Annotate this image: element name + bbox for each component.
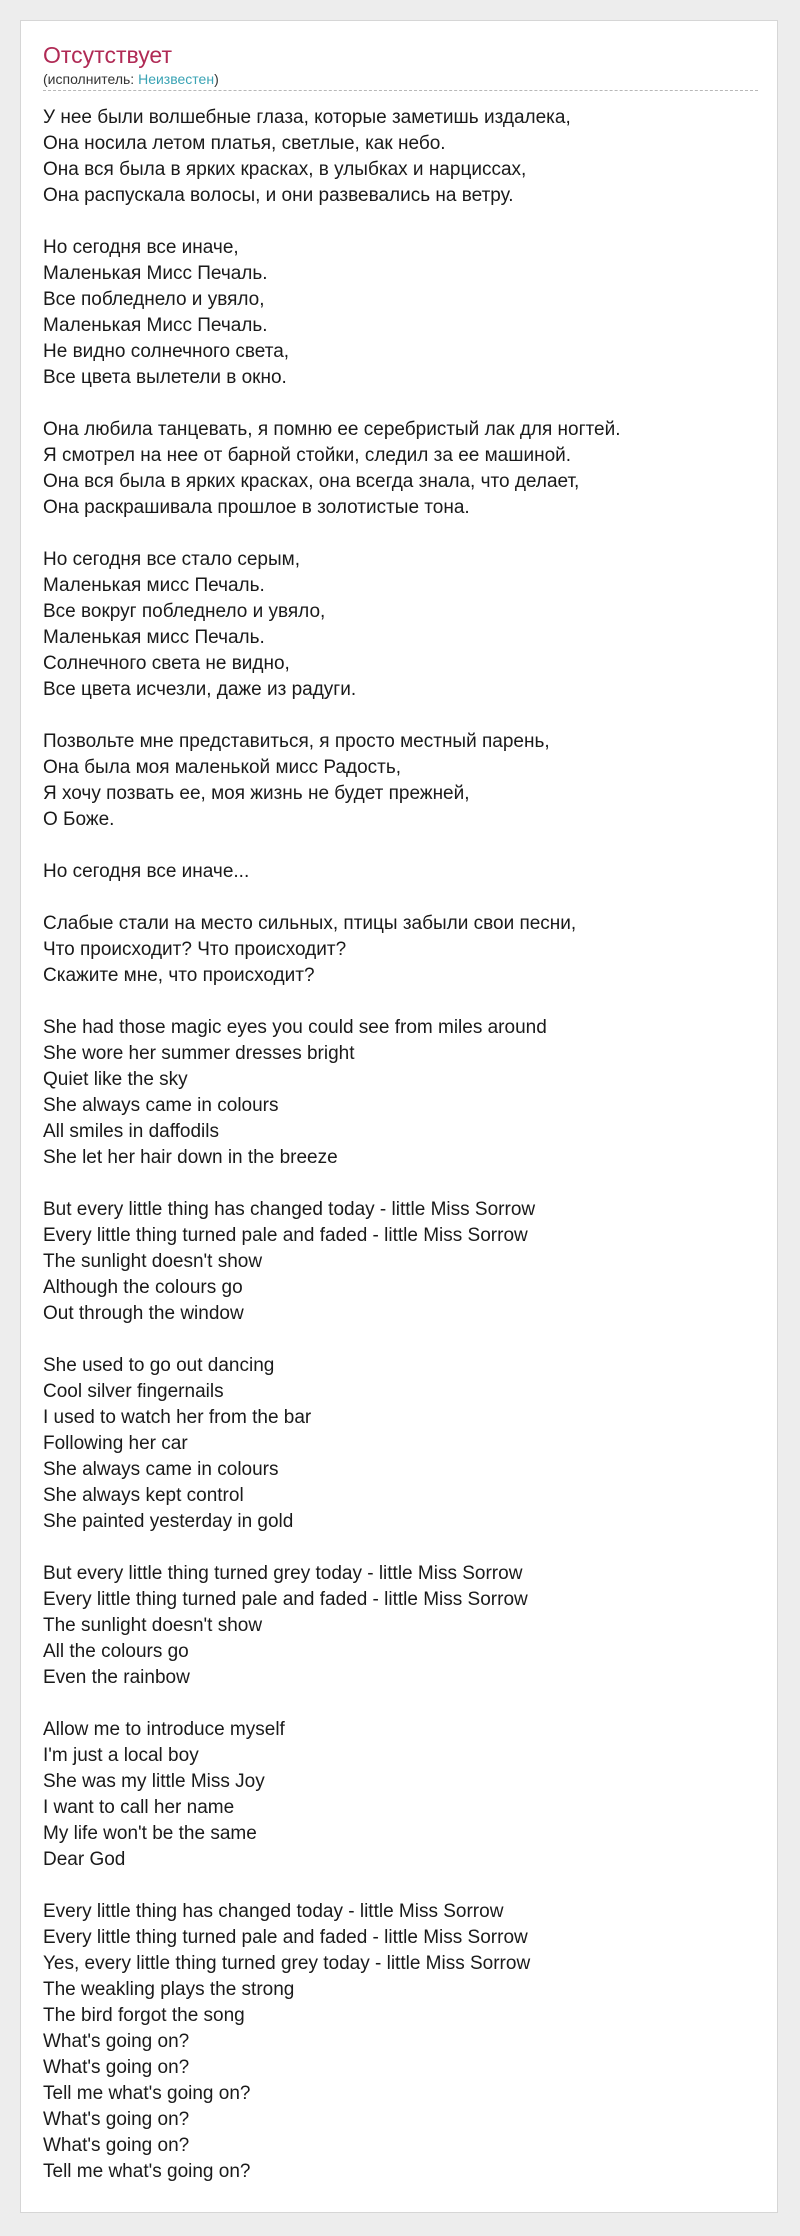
lyric-line: Every little thing turned pale and faded - little Miss Sorrow (43, 1225, 528, 1246)
lyric-line: Солнечного света не видно, (43, 653, 290, 674)
lyric-line: I want to call her name (43, 1797, 235, 1818)
lyric-line: Она раскрашивала прошлое в золотистые тона. (43, 497, 470, 518)
lyric-line: She used to go out dancing (43, 1355, 275, 1376)
lyric-line: She had those magic eyes you could see from miles around (43, 1017, 547, 1038)
song-title: Отсутствует (43, 42, 172, 68)
lyric-line: All the colours go (43, 1641, 189, 1662)
lyric-line: Она распускала волосы, и они развевались на ветру. (43, 185, 514, 206)
lyric-line: Не видно солнечного света, (43, 341, 290, 362)
lyric-line: Она вся была в ярких красках, в улыбках и нарциссах, (43, 159, 527, 180)
lyric-line: Маленькая мисс Печаль. (43, 575, 265, 596)
lyrics-stanza (43, 1717, 758, 1873)
lyric-line: Все цвета исчезли, даже из радуги. (43, 679, 357, 700)
lyric-line: Out through the window (43, 1303, 244, 1324)
lyric-line: Allow me to introduce myself (43, 1719, 285, 1740)
lyric-line: О Боже. (43, 809, 115, 830)
lyric-line: Позвольте мне представиться, я просто местный парень, (43, 731, 550, 752)
lyric-line: My life won't be the same (43, 1823, 257, 1844)
lyric-line: Following her car (43, 1433, 188, 1454)
lyrics-stanza (43, 859, 758, 885)
lyric-line: Все побледнело и увяло, (43, 289, 265, 310)
lyric-line: У нее были волшебные глаза, которые заметишь издалека, (43, 107, 571, 128)
lyric-line: Она была моя маленькой мисс Радость, (43, 757, 402, 778)
lyric-line: Я хочу позвать ее, моя жизнь не будет прежней, (43, 783, 470, 804)
lyric-line: Every little thing turned pale and faded - little Miss Sorrow (43, 1589, 528, 1610)
lyrics-stanza (43, 105, 758, 209)
lyric-line: Quiet like the sky (43, 1069, 188, 1090)
lyric-line: But every little thing has changed today - little Miss Sorrow (43, 1199, 536, 1220)
lyric-line: Скажите мне, что происходит? (43, 965, 315, 986)
lyrics-card (20, 20, 778, 2213)
lyric-line: She was my little Miss Joy (43, 1771, 265, 1792)
lyrics-stanza (43, 1197, 758, 1327)
lyric-line: Все вокруг побледнело и увяло, (43, 601, 326, 622)
lyrics-stanza (43, 417, 758, 521)
lyric-line: Маленькая Мисс Печаль. (43, 263, 268, 284)
lyric-line: The weakling plays the strong (43, 1979, 295, 2000)
lyric-line: Что происходит? Что происходит? (43, 939, 347, 960)
lyric-line: Although the colours go (43, 1277, 243, 1298)
lyric-line: Она вся была в ярких красках, она всегда знала, что делает, (43, 471, 580, 492)
lyric-line: I used to watch her from the bar (43, 1407, 312, 1428)
lyrics-stanza (43, 235, 758, 391)
lyrics-body (43, 105, 758, 2211)
lyrics-stanza (43, 1015, 758, 1171)
lyric-line: She always came in colours (43, 1459, 279, 1480)
lyric-line: Но сегодня все иначе, (43, 237, 239, 258)
lyric-line: She wore her summer dresses bright (43, 1043, 355, 1064)
lyrics-stanza (43, 1899, 758, 2185)
lyric-line: Even the rainbow (43, 1667, 190, 1688)
lyric-line: Tell me what's going on? (43, 2083, 251, 2104)
lyric-line: Маленькая мисс Печаль. (43, 627, 265, 648)
lyric-line: Она любила танцевать, я помню ее серебристый лак для ногтей. (43, 419, 621, 440)
lyric-line: The sunlight doesn't show (43, 1615, 263, 1636)
lyric-line: What's going on? (43, 2135, 190, 2156)
lyrics-stanza (43, 1561, 758, 1691)
lyrics-stanza (43, 1353, 758, 1535)
lyric-line: She let her hair down in the breeze (43, 1147, 338, 1168)
lyric-line: Но сегодня все иначе... (43, 861, 250, 882)
lyric-line: The bird forgot the song (43, 2005, 245, 2026)
lyric-line: What's going on? (43, 2031, 190, 2052)
lyric-line: I'm just a local boy (43, 1745, 199, 1766)
lyric-line: Every little thing turned pale and faded - little Miss Sorrow (43, 1927, 528, 1948)
lyric-line: Слабые стали на место сильных, птицы забыли свои песни, (43, 913, 577, 934)
lyric-line: Tell me what's going on? (43, 2161, 251, 2182)
lyrics-stanza (43, 547, 758, 703)
lyric-line: Она носила летом платья, светлые, как небо. (43, 133, 446, 154)
song-header (43, 41, 758, 91)
artist-suffix: ) (214, 71, 219, 87)
lyric-line: She always came in colours (43, 1095, 279, 1116)
artist-prefix: (исполнитель: (43, 71, 139, 87)
lyric-line: Но сегодня все стало серым, (43, 549, 301, 570)
lyrics-stanza (43, 729, 758, 833)
lyric-line: Yes, every little thing turned grey today - little Miss Sorrow (43, 1953, 531, 1974)
lyric-line: Маленькая Мисс Печаль. (43, 315, 268, 336)
lyric-line: Все цвета вылетели в окно. (43, 367, 287, 388)
lyric-line: Dear God (43, 1849, 126, 1870)
lyric-line: But every little thing turned grey today - little Miss Sorrow (43, 1563, 523, 1584)
lyric-line: What's going on? (43, 2109, 190, 2130)
lyric-line: All smiles in daffodils (43, 1121, 220, 1142)
artist-line (43, 70, 758, 91)
lyric-line: She painted yesterday in gold (43, 1511, 294, 1532)
lyric-line: Cool silver fingernails (43, 1381, 224, 1402)
lyric-line: Я смотрел на нее от барной стойки, следил за ее машиной. (43, 445, 572, 466)
lyric-line: She always kept control (43, 1485, 244, 1506)
artist-link[interactable]: Неизвестен (138, 71, 215, 87)
lyrics-stanza (43, 911, 758, 989)
lyric-line: What's going on? (43, 2057, 190, 2078)
lyric-line: The sunlight doesn't show (43, 1251, 263, 1272)
lyric-line: Every little thing has changed today - little Miss Sorrow (43, 1901, 504, 1922)
